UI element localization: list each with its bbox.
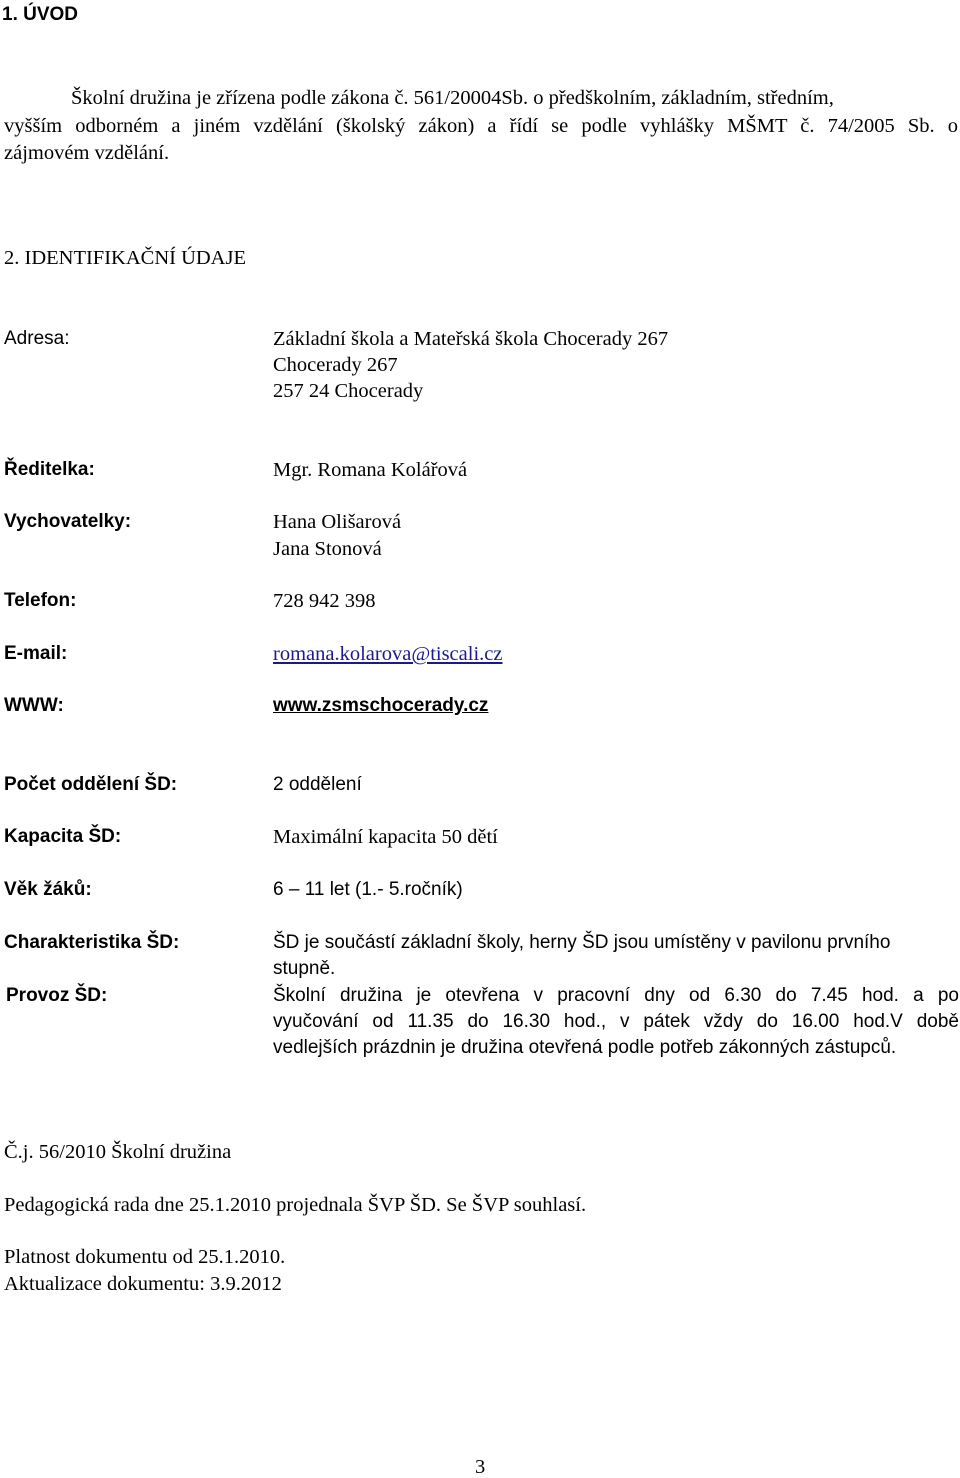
departments-value: 2 oddělení (273, 774, 362, 795)
intro-line-1: Školní družina je zřízena podle zákona č. 561/20004Sb. o předškolním, základním, středním, (71, 87, 834, 109)
capacity-label: Kapacita ŠD: (4, 826, 122, 847)
update-statement: Aktualizace dokumentu: 3.9.2012 (4, 1273, 282, 1295)
characteristics-line-2: stupně. (273, 958, 336, 979)
educators-label: Vychovatelky: (4, 511, 132, 532)
operation-label: Provoz ŠD: (6, 985, 108, 1006)
email-link[interactable]: romana.kolarova@tiscali.cz (273, 643, 503, 665)
intro-line-2: vyšším odborném a jiném vzdělání (školský zákon) a řídí se podle vyhlášky MŠMT č. 74/2005 Sb. o (4, 115, 958, 137)
address-line-2: Chocerady 267 (273, 354, 398, 376)
departments-label: Počet oddělení ŠD: (4, 774, 178, 795)
operation-line-2: vyučování od 11.35 do 16.30 hod., v pátek vždy do 16.00 hod.V době (273, 1011, 959, 1032)
validity-statement: Platnost dokumentu od 25.1.2010. (4, 1246, 286, 1268)
address-label: Adresa: (4, 328, 70, 349)
characteristics-label: Charakteristika ŠD: (4, 932, 180, 953)
director-value: Mgr. Romana Kolářová (273, 459, 468, 481)
educator-1: Hana Olišarová (273, 511, 402, 533)
educator-2: Jana Stonová (273, 538, 382, 560)
web-label: WWW: (4, 695, 64, 716)
characteristics-line-1: ŠD je součástí základní školy, herny ŠD jsou umístěny v pavilonu prvního (273, 932, 891, 953)
capacity-value: Maximální kapacita 50 dětí (273, 826, 498, 848)
email-label: E-mail: (4, 643, 68, 664)
age-value: 6 – 11 let (1.- 5.ročník) (273, 879, 463, 900)
phone-label: Telefon: (4, 590, 77, 611)
section-2-heading: 2. IDENTIFIKAČNÍ ÚDAJE (4, 247, 246, 269)
operation-line-1: Školní družina je otevřena v pracovní dny od 6.30 do 7.45 hod. a po (273, 985, 959, 1006)
intro-line-3: zájmovém vzdělání. (4, 142, 170, 164)
age-label: Věk žáků: (4, 879, 92, 900)
web-link[interactable]: www.zsmschocerady.cz (273, 695, 489, 716)
operation-line-3: vedlejších prázdnin je družina otevřená podle potřeb zákonných zástupců. (273, 1037, 897, 1058)
phone-value: 728 942 398 (273, 590, 376, 612)
address-line-3: 257 24 Chocerady (273, 380, 424, 402)
page-number: 3 (475, 1456, 486, 1478)
reference-number: Č.j. 56/2010 Školní družina (4, 1141, 232, 1163)
council-statement: Pedagogická rada dne 25.1.2010 projednala ŠVP ŠD. Se ŠVP souhlasí. (4, 1194, 587, 1216)
section-1-heading: 1. ÚVOD (2, 4, 79, 25)
director-label: Ředitelka: (4, 459, 95, 480)
address-line-1: Základní škola a Mateřská škola Chocerady 267 (273, 328, 669, 350)
